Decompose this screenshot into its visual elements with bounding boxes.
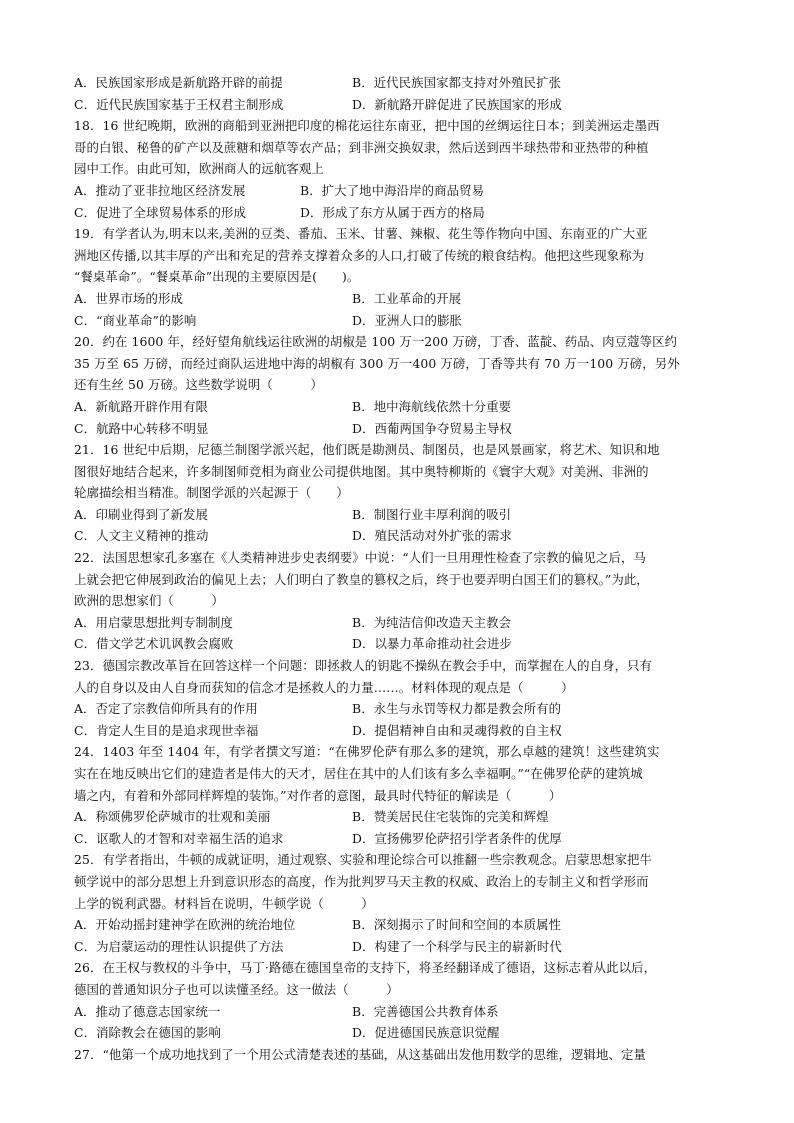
- option-b: B．为纯洁信仰改造天主教会: [352, 614, 512, 630]
- option-a: A．推动了德意志国家统一: [74, 1003, 221, 1019]
- option-b: B．永生与永罚等权力都是教会所有的: [352, 701, 562, 717]
- option-d: D．西葡两国争夺贸易主导权: [352, 420, 512, 436]
- question-text-line: 25．有学者指出，牛顿的成就证明，通过观察、实验和理论综合可以推翻一些宗教观念。启蒙思想家把牛: [74, 852, 653, 868]
- option-c: C．促进了全球贸易体系的形成: [74, 204, 246, 220]
- option-d: D．以暴力革命推动社会进步: [352, 636, 512, 652]
- question-text-line: 上就会把它伸展到政治的偏见上去；人们明白了教皇的篡权之后，终于也要弄明白国王们的篡权。”为此，: [74, 571, 649, 587]
- option-row: [74, 806, 722, 828]
- option-row: [74, 72, 722, 94]
- question-17-options: [74, 72, 722, 115]
- question-text-line: 18．16 世纪晚期，欧洲的商船到亚洲把印度的棉花运往东南亚，把中国的丝绸运往日本；到美洲运走墨西: [74, 118, 660, 134]
- option-d: D．构建了一个科学与民主的崭新时代: [352, 938, 562, 954]
- option-row: [74, 1022, 722, 1044]
- option-row: [74, 396, 722, 418]
- option-c: C．为启蒙运动的理性认识提供了方法: [74, 938, 284, 954]
- option-d: D．亚洲人口的膨胀: [352, 312, 462, 328]
- option-row: [74, 698, 722, 720]
- option-a: A．推动了亚非拉地区经济发展: [74, 182, 246, 198]
- question-text-line: 还有生丝 50 万磅。这些数学说明（ ）: [74, 377, 323, 393]
- option-a: A．世界市场的形成: [74, 290, 183, 306]
- option-row: [74, 94, 722, 116]
- option-c: C．近代民族国家基于王权君主制形成: [74, 96, 284, 112]
- option-a: A．用启蒙思想批判专制制度: [74, 614, 233, 630]
- question-text-line: 20．约在 1600 年，经好望角航线运往欧洲的胡椒是 100 万一200 万磅，丁香、蓝靛、药品、肉豆蔻等区约: [74, 334, 678, 350]
- question-25: [74, 849, 722, 957]
- question-text-line: 哥的白银、秘鲁的矿产以及蔗糖和烟草等农产品；到非洲交换奴隶，然后送到西半球热带和亚热带的种植: [74, 139, 649, 155]
- question-text-line: 27．“他第一个成功地找到了一个用公式清楚表述的基础，从这基础出发他用数学的思维，逻辑地、定量: [74, 1046, 646, 1062]
- option-row: [74, 936, 722, 958]
- question-text-line: 35 万至 65 万磅，而经过商队运进地中海的胡椒有 300 万一400 万磅，丁香等共有 70 万一100 万磅，另外: [74, 355, 680, 371]
- question-18: [74, 115, 722, 223]
- question-text-line: 图很好地结合起来，许多制图师竞相为商业公司提供地图。其中奥特柳斯的《寰宇大观》对美洲、非洲的: [74, 463, 649, 479]
- option-d: D．促进德国民族意识觉醒: [352, 1025, 500, 1041]
- option-b: B．完善德国公共教育体系: [352, 1003, 499, 1019]
- option-row: [74, 612, 722, 634]
- option-row: [74, 1001, 722, 1023]
- option-row: [74, 828, 722, 850]
- option-c: C．肯定人生目的是追求现世幸福: [74, 722, 259, 738]
- option-c: C．“商业革命”的影响: [74, 312, 197, 328]
- option-b: B．赞美居民住宅装饰的完美和辉煌: [352, 809, 549, 825]
- option-row: [74, 525, 722, 547]
- question-text-line: 24．1403 年至 1404 年，有学者撰文写道：“在佛罗伦萨有那么多的建筑，那么卓越的建筑！这些建筑实: [74, 744, 660, 760]
- option-row: [74, 202, 722, 224]
- question-text-line: 26．在王权与教权的斗争中，马丁·路德在德国皇帝的支持下，将圣经翻译成了德语，这标志着从此以后，: [74, 960, 657, 976]
- question-text-line: 欧洲的思想家们（ ）: [74, 593, 224, 609]
- question-23: [74, 655, 722, 741]
- question-text-line: “餐桌革命”。“餐桌革命”出现的主要原因是( )。: [74, 269, 360, 285]
- option-a: A．印刷业得到了新发展: [74, 506, 208, 522]
- option-b: B．地中海航线依然十分重要: [352, 398, 512, 414]
- option-a: A．新航路开辟作用有限: [74, 398, 208, 414]
- question-text-line: 墙之内，有着和外部同样辉煌的装饰。”对作者的意图，最具时代特征的解读是（ ）: [74, 787, 562, 803]
- question-text-line: 22．法国思想家孔多塞在《人类精神进步史表纲要》中说：“人们一旦用理性检查了宗教的偏见之后，马: [74, 550, 646, 566]
- option-d: D．殖民活动对外扩张的需求: [352, 528, 512, 544]
- option-b: B．近代民族国家都支持对外殖民扩张: [352, 75, 562, 90]
- option-d: D．提倡精神自由和灵魂得救的自主权: [352, 722, 562, 738]
- option-d: D．形成了东方从属于西方的格局: [300, 204, 485, 220]
- option-row: [74, 914, 722, 936]
- option-b: B．工业革命的开展: [352, 290, 462, 306]
- question-26: [74, 957, 722, 1043]
- option-row: [74, 288, 722, 310]
- question-19: [74, 223, 722, 331]
- question-text-line: 轮廓描绘相当精准。制图学派的兴起源于（ ）: [74, 485, 349, 501]
- question-22: [74, 547, 722, 655]
- exam-page: [74, 72, 722, 1065]
- option-b: B．扩大了地中海沿岸的商品贸易: [300, 182, 485, 198]
- option-d: D．新航路开辟促进了民族国家的形成: [352, 96, 562, 112]
- option-c: C．航路中心转移不明显: [74, 420, 209, 436]
- question-text-line: 洲地区传播,以其丰厚的产出和充足的营养支撑着众多的人口,打破了传统的粮食结构。他把这些现象称为: [74, 247, 645, 263]
- question-text-line: 人的自身以及由人自身而获知的信念才是拯救人的力量……。材料体现的观点是（ ）: [74, 679, 574, 695]
- option-row: [74, 418, 722, 440]
- option-c: C．人文主义精神的推动: [74, 528, 209, 544]
- option-c: C．消除教会在德国的影响: [74, 1025, 221, 1041]
- option-a: A．称颂佛罗伦萨城市的壮观和美丽: [74, 809, 271, 825]
- question-text-line: 21．16 世纪中后期，尼德兰制图学派兴起，他们既是勘测员、制图员，也是风景画家，将艺术、知识和地: [74, 442, 660, 458]
- option-c: C．借文学艺术讥讽教会腐败: [74, 636, 234, 652]
- option-a: A．否定了宗教信仰所具有的作用: [74, 701, 258, 717]
- question-text-line: 上学的锐利武器。材料旨在说明，牛顿学说（ ）: [74, 895, 374, 911]
- option-c: C．讴歌人的才智和对幸福生活的追求: [74, 830, 284, 846]
- question-27: [74, 1044, 722, 1066]
- question-text-line: 德国的普通知识分子也可以读懂圣经。这一做法（ ）: [74, 981, 399, 997]
- question-text-line: 19．有学者认为,明末以来,美洲的豆类、番茄、玉米、甘薯、辣椒、花生等作物向中国、东南亚的广大亚: [74, 226, 648, 242]
- option-row: [74, 633, 722, 655]
- option-b: B．制图行业丰厚利润的吸引: [352, 506, 512, 522]
- option-row: [74, 504, 722, 526]
- option-row: [74, 310, 722, 332]
- question-text-line: 园中工作。由此可知，欧洲商人的远航客观上: [74, 161, 324, 177]
- question-text-line: 顿学说中的部分思想上升到意识形态的高度，作为批判罗马天主教的权威、政治上的专制主义和哲学形而: [74, 873, 649, 889]
- option-row: [74, 720, 722, 742]
- question-20: [74, 331, 722, 439]
- option-a: A．民族国家形成是新航路开辟的前提: [74, 75, 283, 90]
- option-row: [74, 180, 722, 202]
- question-text-line: 23．德国宗教改革旨在回答这样一个问题：即拯救人的钥匙不操纵在教会手中，而掌握在人的自身，只有: [74, 658, 653, 674]
- option-d: D．宣扬佛罗伦萨招引学者条件的优厚: [352, 830, 562, 846]
- question-text-line: 实在在地反映出它们的建造者是伟大的天才，居住在其中的人们该有多么幸福啊。”“在佛罗伦萨的建筑城: [74, 766, 643, 781]
- question-21: [74, 439, 722, 547]
- option-a: A．开始动摇封建神学在欧洲的统治地位: [74, 917, 296, 933]
- option-b: B．深刻揭示了时间和空间的本质属性: [352, 917, 562, 933]
- question-24: [74, 741, 722, 849]
